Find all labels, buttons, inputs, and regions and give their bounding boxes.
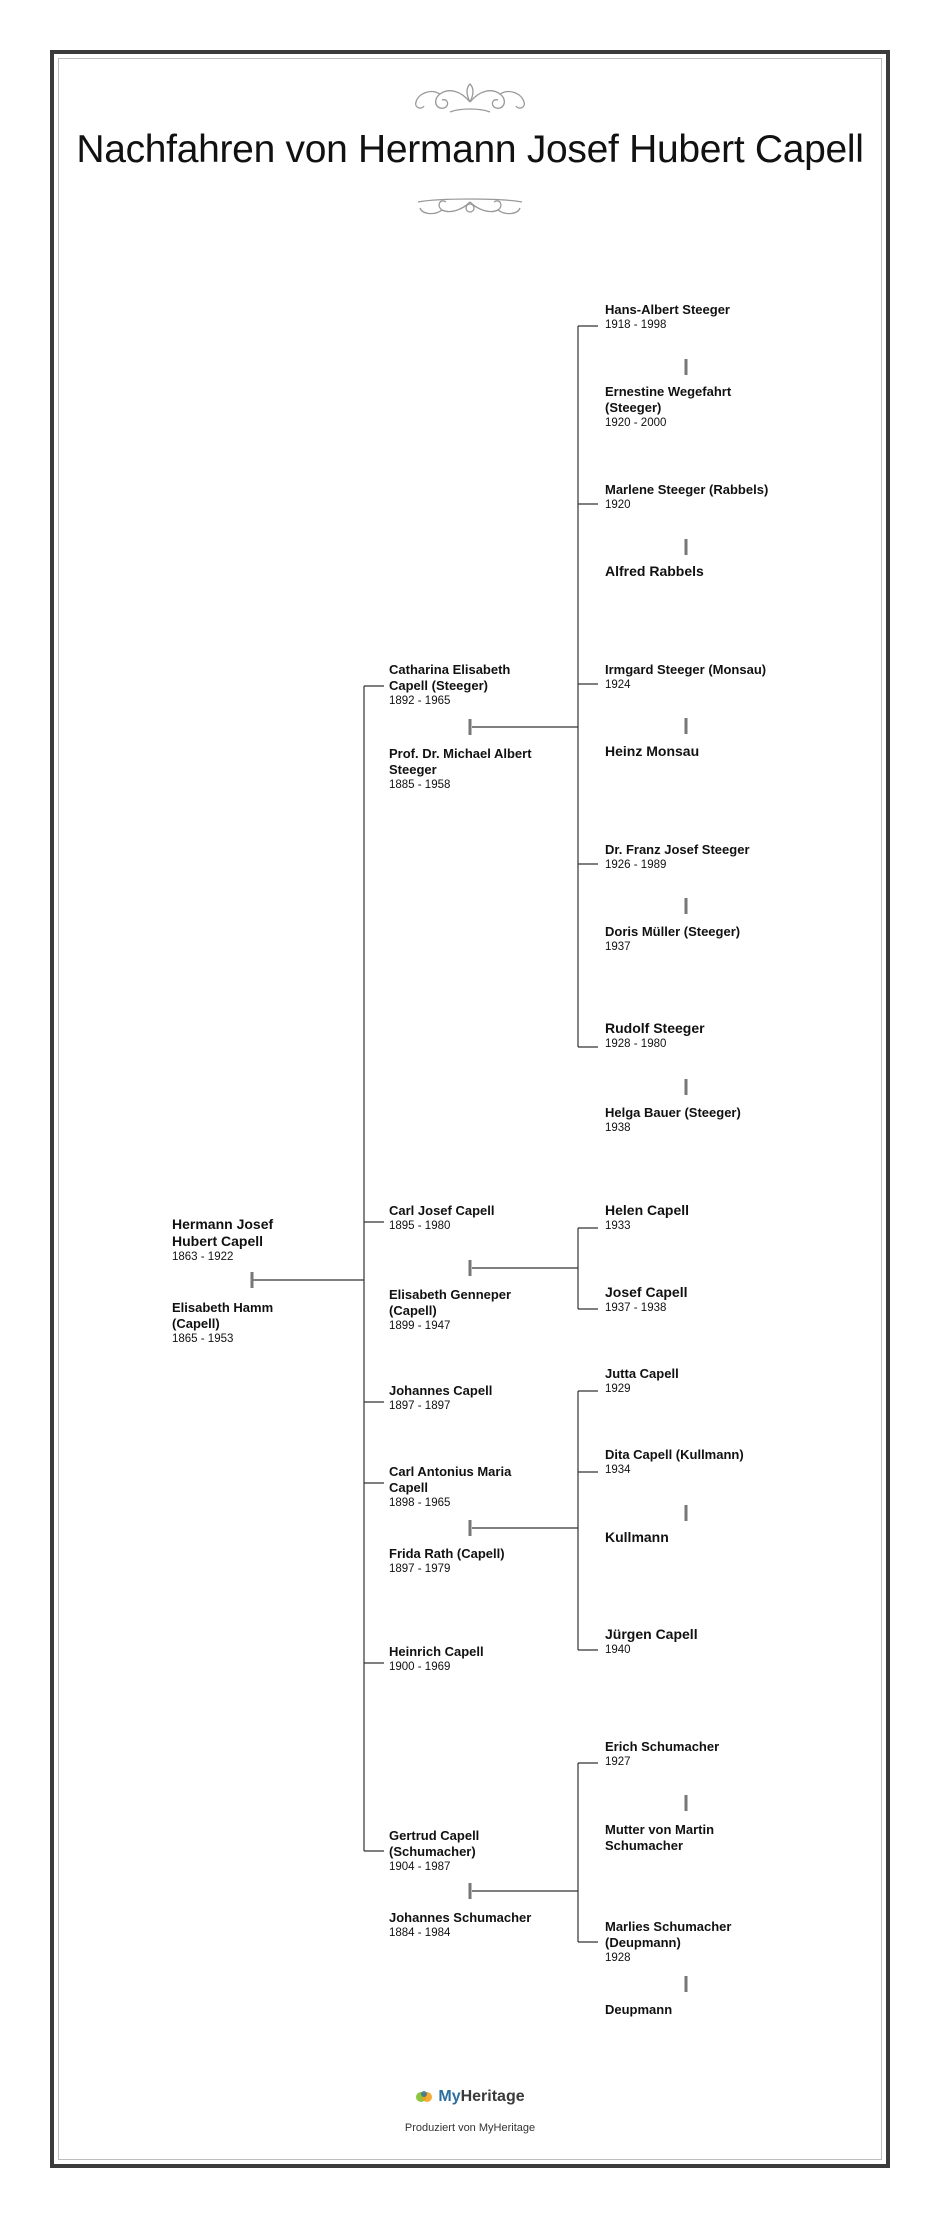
person-child-catharina[interactable] xyxy=(389,662,539,708)
person-name: Deupmann xyxy=(605,2002,673,2017)
person-name: Jürgen Capell xyxy=(605,1626,698,1642)
person-name: Hermann Josef Hubert Capell xyxy=(172,1216,274,1249)
person-name: Gertrud Capell (Schumacher) xyxy=(389,1828,480,1859)
person-grandchild-dita[interactable] xyxy=(605,1447,775,1477)
person-spouse-elisabeth-genneper[interactable] xyxy=(389,1287,539,1333)
person-spouse-ernestine[interactable] xyxy=(605,384,775,430)
person-dates: 1929 xyxy=(605,1383,631,1395)
person-dates: 1884 - 1984 xyxy=(389,1927,451,1939)
person-name: Dr. Franz Josef Steeger xyxy=(605,842,750,857)
person-spouse-alfred[interactable] xyxy=(605,563,775,580)
person-dates: 1863 - 1922 xyxy=(172,1251,234,1263)
person-spouse-michael[interactable] xyxy=(389,746,539,792)
person-dates: 1927 xyxy=(605,1756,631,1768)
person-name: Elisabeth Genneper (Capell) xyxy=(389,1287,512,1318)
person-dates: 1928 xyxy=(605,1952,631,1964)
person-dates: 1933 xyxy=(605,1220,631,1232)
person-dates: 1934 xyxy=(605,1464,631,1476)
person-dates: 1904 - 1987 xyxy=(389,1861,451,1873)
person-dates: 1885 - 1958 xyxy=(389,779,451,791)
person-name: Johannes Capell xyxy=(389,1383,493,1398)
person-name: Marlies Schumacher (Deupmann) xyxy=(605,1919,732,1950)
person-child-gertrud[interactable] xyxy=(389,1828,539,1874)
person-name: Mutter von Martin Schumacher xyxy=(605,1822,715,1853)
person-name: Alfred Rabbels xyxy=(605,563,704,579)
person-root[interactable] xyxy=(172,1216,312,1264)
person-name: Dita Capell (Kullmann) xyxy=(605,1447,744,1462)
person-name: Helga Bauer (Steeger) xyxy=(605,1105,741,1120)
person-dates: 1928 - 1980 xyxy=(605,1038,667,1050)
person-dates: 1938 xyxy=(605,1122,631,1134)
person-name: Prof. Dr. Michael Albert Steeger xyxy=(389,746,532,777)
person-grandchild-josef[interactable] xyxy=(605,1284,775,1315)
person-child-carl-antonius[interactable] xyxy=(389,1464,539,1510)
person-child-carl-josef[interactable] xyxy=(389,1203,539,1233)
person-name: Rudolf Steeger xyxy=(605,1020,705,1036)
person-spouse-frida[interactable] xyxy=(389,1546,539,1576)
logo-text-heritage: Heritage xyxy=(460,2088,525,2105)
person-name: Jutta Capell xyxy=(605,1366,679,1381)
person-spouse-deupmann[interactable] xyxy=(605,2002,775,2018)
person-child-johannes[interactable] xyxy=(389,1383,539,1413)
person-name: Ernestine Wegefahrt (Steeger) xyxy=(605,384,732,415)
person-dates: 1937 - 1938 xyxy=(605,1302,667,1314)
person-dates: 1892 - 1965 xyxy=(389,695,451,707)
person-dates: 1920 - 2000 xyxy=(605,417,667,429)
myheritage-logo[interactable] xyxy=(0,2088,940,2111)
person-name: Heinrich Capell xyxy=(389,1644,484,1659)
logo-text-my: My xyxy=(438,2088,461,2105)
person-spouse-doris[interactable] xyxy=(605,924,775,954)
person-name: Doris Müller (Steeger) xyxy=(605,924,741,939)
person-name: Heinz Monsau xyxy=(605,743,700,759)
person-name: Marlene Steeger (Rabbels) xyxy=(605,482,769,497)
person-dates: 1924 xyxy=(605,679,631,691)
person-spouse-kullmann[interactable] xyxy=(605,1529,775,1546)
produced-by-text: Produziert von MyHeritage xyxy=(404,2122,536,2134)
myheritage-logo-icon xyxy=(415,2088,433,2106)
person-root-spouse[interactable] xyxy=(172,1300,312,1346)
person-spouse-helga[interactable] xyxy=(605,1105,775,1135)
person-name: Irmgard Steeger (Monsau) xyxy=(605,662,767,677)
person-child-heinrich[interactable] xyxy=(389,1644,539,1674)
person-name: Erich Schumacher xyxy=(605,1739,720,1754)
person-dates: 1918 - 1998 xyxy=(605,319,667,331)
person-dates: 1926 - 1989 xyxy=(605,859,667,871)
page-title: Nachfahren von Hermann Josef Hubert Capell xyxy=(76,128,864,171)
person-name: Kullmann xyxy=(605,1529,669,1545)
person-spouse-heinz[interactable] xyxy=(605,743,775,760)
person-name: Frida Rath (Capell) xyxy=(389,1546,505,1561)
person-dates: 1920 xyxy=(605,499,631,511)
person-grandchild-irmgard[interactable] xyxy=(605,662,775,692)
person-grandchild-erich[interactable] xyxy=(605,1739,775,1769)
person-name: Carl Josef Capell xyxy=(389,1203,495,1218)
person-name: Catharina Elisabeth Capell (Steeger) xyxy=(389,662,511,693)
person-grandchild-marlene[interactable] xyxy=(605,482,775,512)
person-grandchild-helen[interactable] xyxy=(605,1202,775,1233)
person-dates: 1897 - 1897 xyxy=(389,1400,451,1412)
person-name: Johannes Schumacher xyxy=(389,1910,532,1925)
person-dates: 1895 - 1980 xyxy=(389,1220,451,1232)
person-grandchild-rudolf[interactable] xyxy=(605,1020,775,1051)
person-name: Helen Capell xyxy=(605,1202,690,1218)
person-dates: 1898 - 1965 xyxy=(389,1497,451,1509)
person-name: Elisabeth Hamm (Capell) xyxy=(172,1300,274,1331)
person-name: Josef Capell xyxy=(605,1284,688,1300)
person-name: Hans-Albert Steeger xyxy=(605,302,730,317)
person-dates: 1940 xyxy=(605,1644,631,1656)
person-dates: 1937 xyxy=(605,941,631,953)
person-grandchild-juergen[interactable] xyxy=(605,1626,775,1657)
person-grandchild-jutta[interactable] xyxy=(605,1366,775,1396)
person-dates: 1865 - 1953 xyxy=(172,1333,234,1345)
person-name: Carl Antonius Maria Capell xyxy=(389,1464,512,1495)
person-spouse-johannes-schumacher[interactable] xyxy=(389,1910,539,1940)
person-grandchild-franz-josef[interactable] xyxy=(605,842,775,872)
person-dates: 1900 - 1969 xyxy=(389,1661,451,1673)
person-grandchild-hans-albert[interactable] xyxy=(605,302,775,332)
person-grandchild-marlies[interactable] xyxy=(605,1919,775,1965)
person-spouse-mutter-von-martin[interactable] xyxy=(605,1822,775,1854)
person-dates: 1899 - 1947 xyxy=(389,1320,451,1332)
person-dates: 1897 - 1979 xyxy=(389,1563,451,1575)
